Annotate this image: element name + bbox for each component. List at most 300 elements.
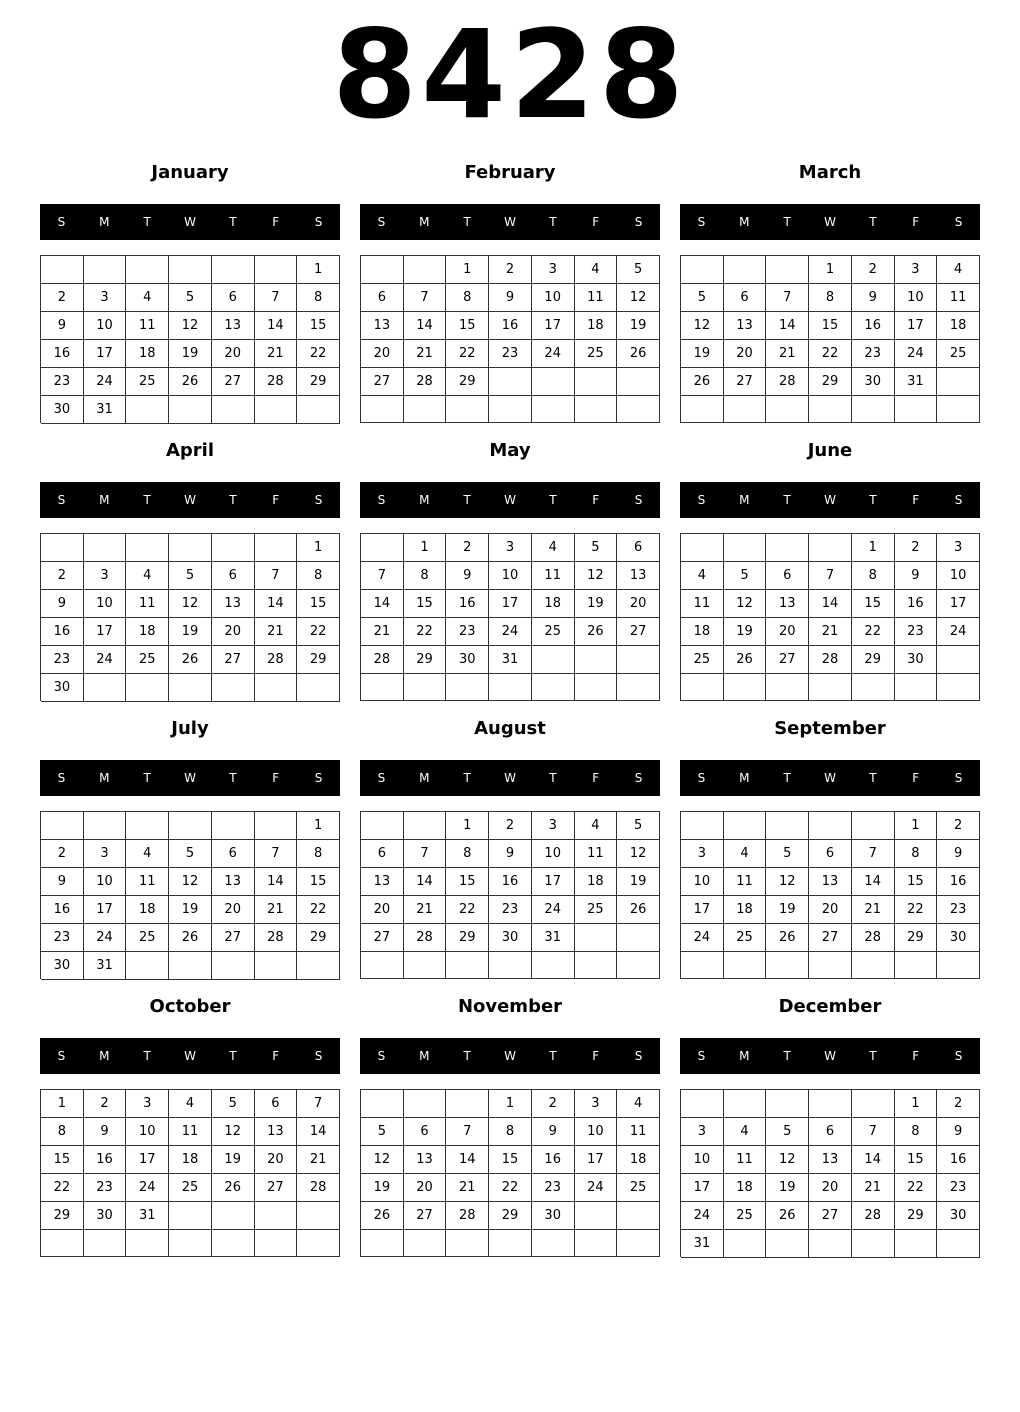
weekday-label: W xyxy=(824,215,836,229)
day-cell: 16 xyxy=(41,896,84,924)
day-cell xyxy=(84,1230,127,1257)
day-grid xyxy=(360,811,660,979)
day-cell: 24 xyxy=(895,340,938,368)
day-cell xyxy=(212,812,255,840)
day-cell: 17 xyxy=(895,312,938,340)
day-cell: 11 xyxy=(724,1146,767,1174)
day-cell: 14 xyxy=(361,590,404,618)
day-cell: 8 xyxy=(895,840,938,868)
day-cell: 26 xyxy=(575,618,618,646)
day-cell xyxy=(297,674,340,702)
day-cell: 27 xyxy=(404,1202,447,1230)
weekday-label: S xyxy=(377,493,386,507)
day-cell: 9 xyxy=(41,868,84,896)
day-cell: 16 xyxy=(41,618,84,646)
day-cell: 11 xyxy=(937,284,980,312)
day-cell: 7 xyxy=(255,284,298,312)
day-cell xyxy=(852,1230,895,1258)
day-cell xyxy=(169,1202,212,1230)
day-cell: 21 xyxy=(255,618,298,646)
day-cell xyxy=(937,674,980,701)
month-title: November xyxy=(457,996,563,1017)
weekday-label: S xyxy=(634,771,643,785)
day-cell: 18 xyxy=(532,590,575,618)
day-cell: 6 xyxy=(212,562,255,590)
day-grid xyxy=(680,1089,980,1257)
day-cell: 5 xyxy=(617,256,660,284)
day-cell xyxy=(532,674,575,701)
day-cell: 14 xyxy=(404,312,447,340)
day-cell: 8 xyxy=(809,284,852,312)
day-cell: 4 xyxy=(575,256,618,284)
day-cell: 4 xyxy=(126,284,169,312)
weekday-label: F xyxy=(912,215,920,229)
day-cell: 30 xyxy=(895,646,938,674)
day-cell: 20 xyxy=(212,618,255,646)
weekday-header xyxy=(360,204,660,240)
day-cell xyxy=(809,396,852,423)
day-cell xyxy=(724,396,767,423)
day-cell: 28 xyxy=(852,1202,895,1230)
day-cell: 17 xyxy=(84,340,127,368)
day-cell xyxy=(766,674,809,701)
weekday-label: M xyxy=(419,1049,430,1063)
day-cell xyxy=(212,534,255,562)
weekday-label: F xyxy=(272,1049,280,1063)
day-cell xyxy=(212,674,255,702)
day-cell: 24 xyxy=(681,1202,724,1230)
day-cell: 25 xyxy=(937,340,980,368)
weekday-label: T xyxy=(463,771,471,785)
day-cell: 3 xyxy=(532,812,575,840)
day-cell: 24 xyxy=(84,924,127,952)
day-cell: 27 xyxy=(809,1202,852,1230)
weekday-label: F xyxy=(912,1049,920,1063)
day-cell: 24 xyxy=(84,646,127,674)
day-cell: 8 xyxy=(297,562,340,590)
day-cell xyxy=(169,534,212,562)
day-cell: 12 xyxy=(169,590,212,618)
day-cell: 5 xyxy=(766,840,809,868)
day-cell: 28 xyxy=(255,646,298,674)
day-cell: 24 xyxy=(937,618,980,646)
weekday-header xyxy=(360,760,660,796)
day-cell: 26 xyxy=(724,646,767,674)
day-cell xyxy=(126,534,169,562)
day-cell: 29 xyxy=(489,1202,532,1230)
day-cell: 27 xyxy=(212,368,255,396)
day-cell: 14 xyxy=(446,1146,489,1174)
month-title: June xyxy=(807,440,853,461)
day-cell: 27 xyxy=(255,1174,298,1202)
day-cell xyxy=(766,812,809,840)
day-cell: 12 xyxy=(617,840,660,868)
weekday-label: T xyxy=(229,1049,237,1063)
day-cell xyxy=(724,952,767,979)
day-cell xyxy=(446,674,489,701)
day-cell: 1 xyxy=(895,812,938,840)
month-title: January xyxy=(151,162,229,183)
weekday-header xyxy=(360,1038,660,1074)
day-cell: 13 xyxy=(404,1146,447,1174)
weekday-header xyxy=(680,1038,980,1074)
day-grid xyxy=(680,255,980,423)
day-cell: 2 xyxy=(895,534,938,562)
day-cell xyxy=(489,952,532,979)
day-cell: 13 xyxy=(617,562,660,590)
day-cell xyxy=(489,396,532,423)
day-cell: 17 xyxy=(126,1146,169,1174)
day-cell: 27 xyxy=(809,924,852,952)
month-title: October xyxy=(149,996,231,1017)
day-cell: 24 xyxy=(681,924,724,952)
day-cell: 13 xyxy=(361,312,404,340)
day-cell: 3 xyxy=(84,284,127,312)
day-cell xyxy=(532,1230,575,1257)
day-cell xyxy=(361,952,404,979)
month-title: April xyxy=(165,440,215,461)
day-cell: 25 xyxy=(126,924,169,952)
day-cell: 9 xyxy=(84,1118,127,1146)
day-cell xyxy=(169,952,212,980)
day-grid xyxy=(40,533,340,701)
day-cell: 18 xyxy=(617,1146,660,1174)
month-title: March xyxy=(798,162,862,183)
day-cell xyxy=(212,1230,255,1257)
weekday-label: S xyxy=(954,1049,963,1063)
day-cell xyxy=(404,674,447,701)
day-cell: 19 xyxy=(575,590,618,618)
day-cell: 30 xyxy=(852,368,895,396)
day-cell: 26 xyxy=(212,1174,255,1202)
day-cell: 6 xyxy=(361,284,404,312)
day-cell: 1 xyxy=(852,534,895,562)
day-cell xyxy=(575,1202,618,1230)
year-title: 8428 xyxy=(332,4,688,146)
day-cell: 10 xyxy=(532,840,575,868)
weekday-label: S xyxy=(377,215,386,229)
day-cell xyxy=(937,368,980,396)
day-cell: 5 xyxy=(169,284,212,312)
day-cell: 4 xyxy=(617,1090,660,1118)
weekday-label: T xyxy=(869,493,877,507)
day-cell: 20 xyxy=(361,896,404,924)
day-cell: 5 xyxy=(361,1118,404,1146)
day-cell: 25 xyxy=(532,618,575,646)
day-grid xyxy=(680,533,980,701)
day-cell xyxy=(446,1090,489,1118)
day-cell: 10 xyxy=(532,284,575,312)
day-cell: 21 xyxy=(255,340,298,368)
day-cell xyxy=(212,396,255,424)
day-cell: 21 xyxy=(255,896,298,924)
day-cell: 11 xyxy=(575,840,618,868)
day-cell xyxy=(84,674,127,702)
day-cell: 15 xyxy=(297,590,340,618)
day-cell xyxy=(809,812,852,840)
weekday-label: S xyxy=(314,1049,323,1063)
day-cell: 22 xyxy=(895,896,938,924)
day-cell: 30 xyxy=(446,646,489,674)
weekday-label: W xyxy=(184,493,196,507)
day-cell xyxy=(361,1230,404,1257)
day-cell xyxy=(41,534,84,562)
month-title: July xyxy=(171,718,209,739)
day-cell: 22 xyxy=(895,1174,938,1202)
day-cell: 2 xyxy=(41,840,84,868)
day-cell: 5 xyxy=(681,284,724,312)
day-cell: 8 xyxy=(41,1118,84,1146)
day-cell: 5 xyxy=(724,562,767,590)
day-cell: 14 xyxy=(255,590,298,618)
day-cell: 16 xyxy=(489,312,532,340)
day-cell: 23 xyxy=(446,618,489,646)
month-title: May xyxy=(489,440,531,461)
weekday-label: M xyxy=(419,215,430,229)
day-cell xyxy=(809,1230,852,1258)
day-cell xyxy=(532,396,575,423)
weekday-label: F xyxy=(592,1049,600,1063)
day-cell: 26 xyxy=(766,1202,809,1230)
day-cell: 9 xyxy=(937,1118,980,1146)
weekday-label: F xyxy=(592,215,600,229)
day-cell: 29 xyxy=(895,924,938,952)
day-cell: 25 xyxy=(169,1174,212,1202)
day-cell: 23 xyxy=(41,646,84,674)
day-cell: 13 xyxy=(212,312,255,340)
day-cell: 21 xyxy=(766,340,809,368)
day-cell: 28 xyxy=(361,646,404,674)
day-cell: 12 xyxy=(212,1118,255,1146)
day-cell: 25 xyxy=(724,924,767,952)
day-cell: 1 xyxy=(297,812,340,840)
day-cell: 8 xyxy=(852,562,895,590)
day-cell: 20 xyxy=(617,590,660,618)
day-cell: 7 xyxy=(766,284,809,312)
day-cell: 18 xyxy=(126,896,169,924)
day-cell: 4 xyxy=(681,562,724,590)
day-cell: 12 xyxy=(169,868,212,896)
day-cell: 2 xyxy=(41,562,84,590)
day-cell: 26 xyxy=(169,646,212,674)
day-cell: 4 xyxy=(126,840,169,868)
day-cell: 11 xyxy=(169,1118,212,1146)
weekday-label: M xyxy=(99,215,110,229)
day-cell xyxy=(404,1090,447,1118)
day-cell: 29 xyxy=(852,646,895,674)
day-cell: 21 xyxy=(852,896,895,924)
day-cell xyxy=(617,1230,660,1257)
day-cell xyxy=(575,674,618,701)
day-cell: 20 xyxy=(809,896,852,924)
day-cell: 20 xyxy=(724,340,767,368)
weekday-label: M xyxy=(739,493,750,507)
weekday-label: T xyxy=(143,493,151,507)
day-cell: 14 xyxy=(297,1118,340,1146)
weekday-label: T xyxy=(143,771,151,785)
day-cell: 7 xyxy=(809,562,852,590)
day-cell: 1 xyxy=(446,256,489,284)
day-cell xyxy=(617,1202,660,1230)
day-cell xyxy=(766,952,809,979)
day-cell xyxy=(724,674,767,701)
weekday-label: S xyxy=(314,771,323,785)
day-cell: 22 xyxy=(809,340,852,368)
day-cell: 11 xyxy=(126,590,169,618)
day-cell: 3 xyxy=(895,256,938,284)
day-cell: 7 xyxy=(255,562,298,590)
day-cell: 8 xyxy=(297,840,340,868)
day-cell: 23 xyxy=(532,1174,575,1202)
day-cell: 1 xyxy=(297,534,340,562)
day-cell: 1 xyxy=(895,1090,938,1118)
weekday-label: W xyxy=(824,493,836,507)
weekday-header xyxy=(40,760,340,796)
day-cell: 16 xyxy=(937,1146,980,1174)
day-cell: 1 xyxy=(446,812,489,840)
day-cell xyxy=(617,368,660,396)
weekday-label: M xyxy=(739,771,750,785)
day-cell: 30 xyxy=(84,1202,127,1230)
day-cell: 29 xyxy=(809,368,852,396)
day-cell: 11 xyxy=(126,312,169,340)
day-cell xyxy=(766,396,809,423)
weekday-label: M xyxy=(99,493,110,507)
day-cell: 17 xyxy=(532,312,575,340)
day-cell xyxy=(575,368,618,396)
day-cell: 28 xyxy=(255,368,298,396)
day-cell xyxy=(361,674,404,701)
day-cell: 1 xyxy=(404,534,447,562)
weekday-label: W xyxy=(824,1049,836,1063)
weekday-label: S xyxy=(634,493,643,507)
day-cell xyxy=(937,396,980,423)
day-cell: 3 xyxy=(84,840,127,868)
day-cell: 5 xyxy=(766,1118,809,1146)
day-cell xyxy=(532,952,575,979)
day-cell xyxy=(297,1230,340,1257)
day-cell: 20 xyxy=(255,1146,298,1174)
day-cell: 3 xyxy=(937,534,980,562)
day-cell: 19 xyxy=(169,896,212,924)
day-cell: 19 xyxy=(724,618,767,646)
day-cell: 19 xyxy=(681,340,724,368)
day-cell: 6 xyxy=(255,1090,298,1118)
day-cell: 5 xyxy=(617,812,660,840)
day-cell: 24 xyxy=(575,1174,618,1202)
day-cell xyxy=(724,534,767,562)
day-cell: 6 xyxy=(809,1118,852,1146)
weekday-label: W xyxy=(504,493,516,507)
weekday-label: M xyxy=(739,1049,750,1063)
day-cell: 29 xyxy=(895,1202,938,1230)
day-cell: 14 xyxy=(255,868,298,896)
day-cell: 8 xyxy=(895,1118,938,1146)
day-cell xyxy=(169,256,212,284)
day-cell: 25 xyxy=(681,646,724,674)
day-cell: 9 xyxy=(852,284,895,312)
day-cell: 17 xyxy=(84,896,127,924)
day-cell: 22 xyxy=(489,1174,532,1202)
day-cell: 30 xyxy=(41,396,84,424)
day-cell: 26 xyxy=(617,896,660,924)
day-cell: 7 xyxy=(255,840,298,868)
day-cell xyxy=(489,674,532,701)
day-cell: 16 xyxy=(895,590,938,618)
day-cell xyxy=(766,256,809,284)
day-cell: 9 xyxy=(895,562,938,590)
day-cell xyxy=(361,812,404,840)
weekday-label: W xyxy=(184,1049,196,1063)
day-cell: 10 xyxy=(681,868,724,896)
weekday-label: W xyxy=(504,1049,516,1063)
day-cell: 16 xyxy=(84,1146,127,1174)
weekday-label: S xyxy=(954,215,963,229)
weekday-label: S xyxy=(57,771,66,785)
day-cell: 9 xyxy=(489,840,532,868)
weekday-label: S xyxy=(697,215,706,229)
day-cell: 7 xyxy=(404,840,447,868)
day-cell xyxy=(126,674,169,702)
day-cell: 23 xyxy=(41,368,84,396)
day-cell: 31 xyxy=(532,924,575,952)
weekday-label: S xyxy=(634,1049,643,1063)
day-cell xyxy=(212,1202,255,1230)
day-cell: 10 xyxy=(681,1146,724,1174)
day-cell: 14 xyxy=(852,1146,895,1174)
day-cell: 4 xyxy=(532,534,575,562)
day-cell: 21 xyxy=(852,1174,895,1202)
day-cell: 31 xyxy=(126,1202,169,1230)
day-cell: 28 xyxy=(852,924,895,952)
weekday-label: M xyxy=(99,771,110,785)
weekday-label: S xyxy=(697,771,706,785)
weekday-label: T xyxy=(783,215,791,229)
day-cell: 25 xyxy=(126,646,169,674)
day-cell: 3 xyxy=(84,562,127,590)
weekday-label: W xyxy=(504,771,516,785)
weekday-header xyxy=(680,482,980,518)
day-grid xyxy=(360,533,660,701)
day-cell: 29 xyxy=(297,924,340,952)
weekday-label: T xyxy=(229,215,237,229)
day-cell: 26 xyxy=(169,924,212,952)
weekday-header xyxy=(40,1038,340,1074)
day-cell: 23 xyxy=(937,1174,980,1202)
day-cell xyxy=(84,812,127,840)
day-cell xyxy=(446,952,489,979)
day-cell xyxy=(84,256,127,284)
day-cell: 5 xyxy=(169,562,212,590)
day-cell: 15 xyxy=(809,312,852,340)
day-cell: 2 xyxy=(489,256,532,284)
day-cell xyxy=(681,812,724,840)
day-cell: 20 xyxy=(404,1174,447,1202)
day-cell: 3 xyxy=(126,1090,169,1118)
day-cell xyxy=(126,256,169,284)
day-cell: 18 xyxy=(169,1146,212,1174)
day-cell: 30 xyxy=(532,1202,575,1230)
day-cell: 21 xyxy=(809,618,852,646)
day-cell: 21 xyxy=(404,896,447,924)
day-cell: 11 xyxy=(532,562,575,590)
day-cell: 26 xyxy=(766,924,809,952)
day-cell: 1 xyxy=(809,256,852,284)
day-cell xyxy=(297,396,340,424)
day-cell: 9 xyxy=(489,284,532,312)
day-cell: 12 xyxy=(361,1146,404,1174)
day-cell: 15 xyxy=(446,868,489,896)
